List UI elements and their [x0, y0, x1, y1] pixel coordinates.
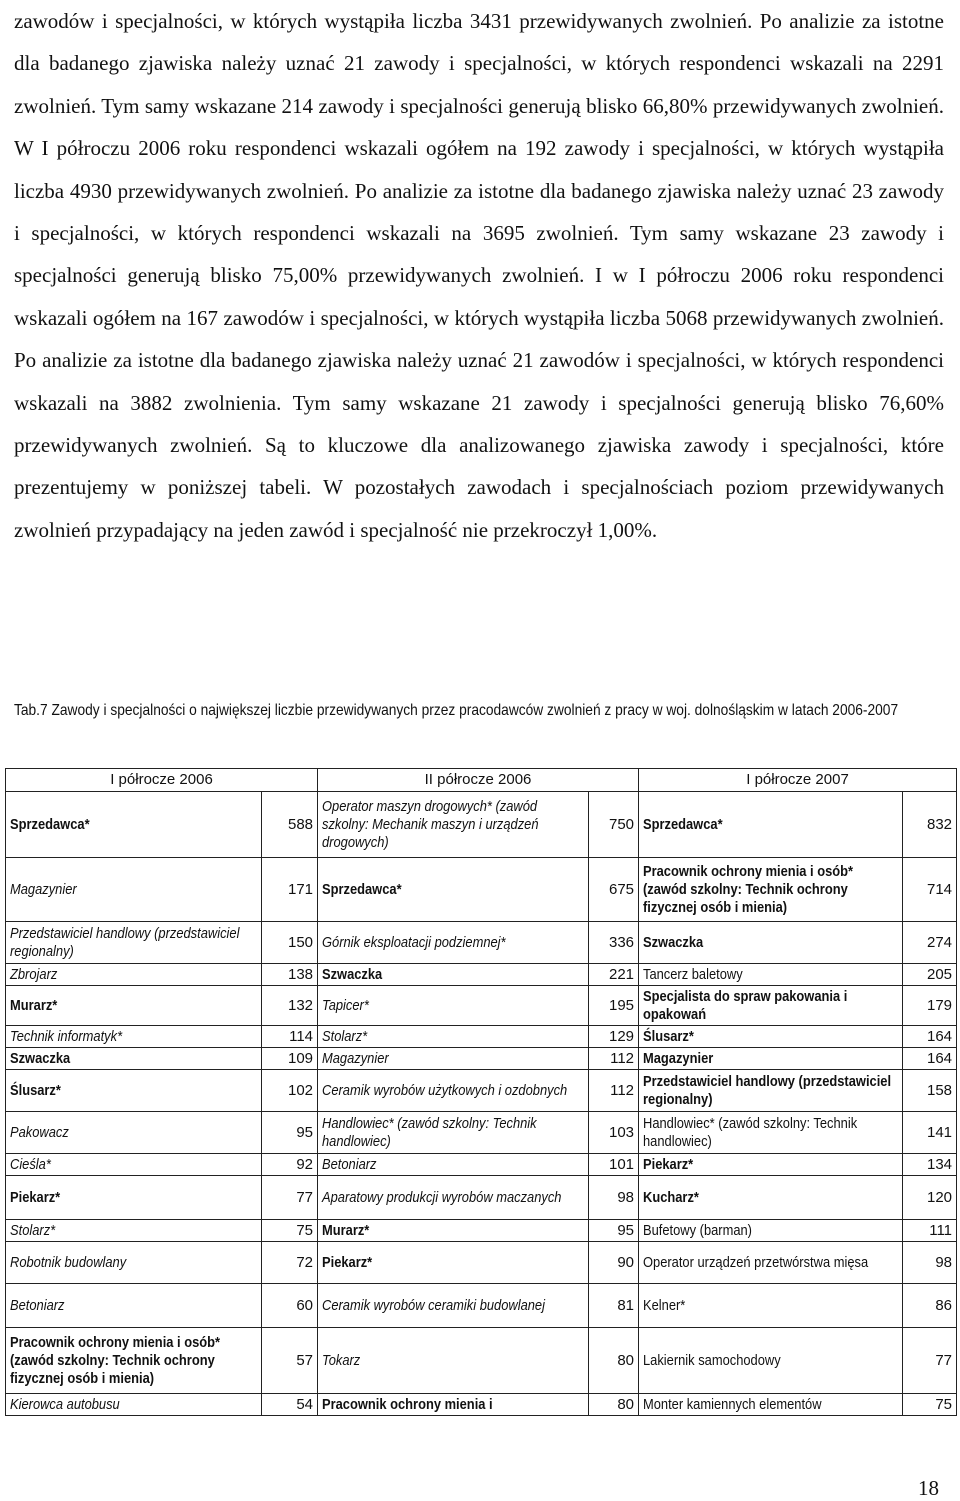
table-row: [6, 922, 957, 964]
occupations-table: [5, 768, 957, 1416]
occupation-name-cell: [318, 1154, 589, 1176]
occupation-name: Handlowiec* (zawód szkolny: Technik handlowiec): [322, 1114, 537, 1150]
layoff-count-cell: 132: [262, 986, 318, 1026]
occupation-name-cell: [6, 1220, 262, 1242]
occupation-name: Szwaczka: [10, 1049, 71, 1067]
table-row: [6, 1242, 957, 1284]
occupation-name-cell: [6, 1242, 262, 1284]
layoff-count-cell: 274: [903, 922, 957, 964]
layoff-count-cell: 101: [589, 1154, 639, 1176]
occupation-name: Ślusarz*: [10, 1081, 61, 1099]
table-row: [6, 1394, 957, 1416]
table-row: [6, 964, 957, 986]
table-row: [6, 1176, 957, 1220]
occupation-name-cell: [6, 792, 262, 858]
occupation-name-cell: [639, 1154, 903, 1176]
body-paragraph: zawodów i specjalności, w których wystąpiła liczba 3431 przewidywanych zwolnień. Po analizie za istotne dla badanego zjawiska należy uznać 21 zawody i specjalności, w których respondenci wskazali na 2291 zwolnień. Tym samy wskazane 214 zawody i specjalności generują blisko 66,80% przewidywanych zwolnień. W I półroczu 2006 roku respondenci wskazali ogółem na 192 zawody i specjalności, w których wystąpiła liczba 4930 przewidywanych zwolnień. Po analizie za istotne dla badanego zjawiska należy uznać 23 zawody i specjalności, w których respondenci wskazali na 3695 zwolnień. Tym samy wskazane 23 zawody i specjalności generują blisko 75,00% przewidywanych zwolnień. I w I półroczu 2006 roku respondenci wskazali ogółem na 167 zawodów i specjalności, w których wystąpiła liczba 5068 przewidywanych zwolnień. Po analizie za istotne dla badanego zjawiska należy uznać 21 zawodów i specjalności, w których respondenci wskazali na 3882 zwolnienia. Tym samy wskazane 21 zawody i specjalności generują blisko 76,60% przewidywanych zwolnień. Są to kluczowe dla analizowanego zjawiska zawody i specjalności, które prezentujemy w poniższej tabeli. W pozostałych zawodach i specjalnościach poziom przewidywanych zwolnień przypadający na jeden zawód i specjalność nie przekroczył 1,00%.: [14, 9, 944, 542]
occupation-name: Monter kamiennych elementów: [643, 1395, 822, 1413]
table-row: [6, 1026, 957, 1048]
layoff-count-cell: 179: [903, 986, 957, 1026]
occupation-name-cell: [318, 1220, 589, 1242]
table-row: [6, 1070, 957, 1112]
occupation-name: Lakiernik samochodowy: [643, 1351, 781, 1369]
occupation-name: Szwaczka: [643, 933, 704, 951]
table-row: [6, 858, 957, 922]
layoff-count-cell: 95: [589, 1220, 639, 1242]
table-row: [6, 1220, 957, 1242]
layoff-count-cell: 60: [262, 1284, 318, 1328]
occupation-name: Operator urządzeń przetwórstwa mięsa: [643, 1253, 869, 1271]
layoff-count-cell: 54: [262, 1394, 318, 1416]
occupation-name: Przedstawiciel handlowy (przedstawiciel regionalny): [10, 924, 240, 960]
occupation-name-cell: [6, 1070, 262, 1112]
layoff-count-cell: 221: [589, 964, 639, 986]
occupation-name: Szwaczka: [322, 965, 383, 983]
occupation-name-cell: [6, 1176, 262, 1220]
occupation-name-cell: [639, 1048, 903, 1070]
occupation-name: Przedstawiciel handlowy (przedstawiciel regionalny): [643, 1072, 892, 1108]
layoff-count-cell: 98: [903, 1242, 957, 1284]
occupation-name: Aparatowy produkcji wyrobów maczanych: [322, 1188, 562, 1206]
layoff-count-cell: 98: [589, 1176, 639, 1220]
occupation-name-cell: [6, 1154, 262, 1176]
table-row: [6, 1284, 957, 1328]
layoff-count-cell: 205: [903, 964, 957, 986]
occupation-name: Ceramik wyrobów użytkowych i ozdobnych: [322, 1081, 568, 1099]
occupation-name-cell: [318, 1242, 589, 1284]
occupation-name-cell: [318, 1048, 589, 1070]
layoff-count-cell: 111: [903, 1220, 957, 1242]
occupation-name: Handlowiec* (zawód szkolny: Technik handlowiec): [643, 1114, 858, 1150]
header-h1-2007: I półrocze 2007: [639, 769, 957, 792]
occupation-name: Bufetowy (barman): [643, 1221, 752, 1239]
occupation-name: Robotnik budowlany: [10, 1253, 127, 1271]
occupation-name: Technik informatyk*: [10, 1027, 123, 1045]
occupation-name: Ceramik wyrobów ceramiki budowlanej: [322, 1296, 545, 1314]
table-row: [6, 986, 957, 1026]
occupation-name: Sprzedawca*: [643, 815, 723, 833]
layoff-count-cell: 158: [903, 1070, 957, 1112]
occupation-name-cell: [318, 1070, 589, 1112]
layoff-count-cell: 80: [589, 1328, 639, 1394]
occupation-name: Sprzedawca*: [10, 815, 90, 833]
occupation-name-cell: [639, 1112, 903, 1154]
occupation-name-cell: [639, 964, 903, 986]
layoff-count-cell: 77: [903, 1328, 957, 1394]
layoff-count-cell: 92: [262, 1154, 318, 1176]
occupation-name: Zbrojarz: [10, 965, 58, 983]
layoff-count-cell: 171: [262, 858, 318, 922]
layoff-count-cell: 112: [589, 1048, 639, 1070]
layoff-count-cell: 81: [589, 1284, 639, 1328]
header-h2-2006: II półrocze 2006: [318, 769, 639, 792]
layoff-count-cell: 120: [903, 1176, 957, 1220]
occupation-name-cell: [318, 1284, 589, 1328]
occupation-name: Magazynier: [322, 1049, 389, 1067]
occupation-name-cell: [639, 792, 903, 858]
layoff-count-cell: 95: [262, 1112, 318, 1154]
occupation-name-cell: [639, 1070, 903, 1112]
occupation-name-cell: [6, 1112, 262, 1154]
occupation-name-cell: [639, 1220, 903, 1242]
occupation-name-cell: [6, 986, 262, 1026]
occupation-name: Piekarz*: [643, 1155, 694, 1173]
occupation-name: Murarz*: [322, 1221, 370, 1239]
occupation-name: Pracownik ochrony mienia i: [322, 1395, 493, 1413]
occupation-name: Ślusarz*: [643, 1027, 694, 1045]
occupation-name-cell: [6, 922, 262, 964]
layoff-count-cell: 77: [262, 1176, 318, 1220]
layoff-count-cell: 90: [589, 1242, 639, 1284]
occupation-name-cell: [639, 922, 903, 964]
occupation-name-cell: [318, 1026, 589, 1048]
occupation-name-cell: [639, 1328, 903, 1394]
occupation-name: Pracownik ochrony mienia i osób* (zawód szkolny: Technik ochrony fizycznej osób i mienia): [643, 862, 854, 916]
layoff-count-cell: 588: [262, 792, 318, 858]
occupation-name-cell: [6, 1394, 262, 1416]
occupation-name: Sprzedawca*: [322, 880, 402, 898]
occupation-name-cell: [318, 964, 589, 986]
occupation-name-cell: [639, 1176, 903, 1220]
occupation-name: Pakowacz: [10, 1123, 69, 1141]
occupation-name-cell: [6, 964, 262, 986]
occupation-name-cell: [318, 1394, 589, 1416]
occupation-name-cell: [318, 858, 589, 922]
layoff-count-cell: 80: [589, 1394, 639, 1416]
table-row: [6, 1154, 957, 1176]
occupation-name-cell: [6, 1328, 262, 1394]
occupation-name-cell: [639, 1026, 903, 1048]
table-header-row: [6, 769, 957, 792]
occupation-name: Stolarz*: [10, 1221, 56, 1239]
table-caption: Tab.7 Zawody i specjalności o największej liczbie przewidywanych przez pracodawców zwolnień z pracy w woj. dolnośląskim w latach 2006-2007: [14, 702, 899, 719]
layoff-count-cell: 129: [589, 1026, 639, 1048]
occupation-name-cell: [639, 1284, 903, 1328]
layoff-count-cell: 164: [903, 1048, 957, 1070]
table-row: [6, 1048, 957, 1070]
occupation-name: Specjalista do spraw pakowania i opakowań: [643, 987, 848, 1023]
layoff-count-cell: 109: [262, 1048, 318, 1070]
occupation-name-cell: [318, 1328, 589, 1394]
layoff-count-cell: 75: [262, 1220, 318, 1242]
layoff-count-cell: 195: [589, 986, 639, 1026]
layoff-count-cell: 138: [262, 964, 318, 986]
header-h1-2006: I półrocze 2006: [6, 769, 318, 792]
layoff-count-cell: 112: [589, 1070, 639, 1112]
layoff-count-cell: 57: [262, 1328, 318, 1394]
occupation-name-cell: [639, 1242, 903, 1284]
occupation-name-cell: [318, 1112, 589, 1154]
occupation-name: Piekarz*: [322, 1253, 373, 1271]
occupation-name-cell: [318, 922, 589, 964]
layoff-count-cell: 714: [903, 858, 957, 922]
layoff-count-cell: 141: [903, 1112, 957, 1154]
layoff-count-cell: 72: [262, 1242, 318, 1284]
occupation-name: Cieśla*: [10, 1155, 51, 1173]
occupation-name: Kierowca autobusu: [10, 1395, 120, 1413]
table-row: [6, 792, 957, 858]
occupation-name-cell: [639, 1394, 903, 1416]
occupation-name: Betoniarz: [322, 1155, 377, 1173]
layoff-count-cell: 103: [589, 1112, 639, 1154]
occupation-name: Kucharz*: [643, 1188, 699, 1206]
occupation-name-cell: [318, 986, 589, 1026]
occupation-name: Tapicer*: [322, 996, 369, 1014]
layoff-count-cell: 102: [262, 1070, 318, 1112]
occupation-name: Magazynier: [643, 1049, 714, 1067]
occupation-name-cell: [639, 986, 903, 1026]
table-row: [6, 1112, 957, 1154]
layoff-count-cell: 336: [589, 922, 639, 964]
occupation-name: Murarz*: [10, 996, 58, 1014]
page-number: 18: [918, 1476, 939, 1500]
occupation-name: Magazynier: [10, 880, 77, 898]
layoff-count-cell: 750: [589, 792, 639, 858]
occupation-name-cell: [318, 792, 589, 858]
table-row: [6, 1328, 957, 1394]
layoff-count-cell: 86: [903, 1284, 957, 1328]
occupation-name: Operator maszyn drogowych* (zawód szkolny: Mechanik maszyn i urządzeń drogowych): [322, 797, 539, 851]
occupation-name-cell: [6, 1026, 262, 1048]
occupation-name-cell: [639, 858, 903, 922]
occupation-name: Tancerz baletowy: [643, 965, 743, 983]
layoff-count-cell: 75: [903, 1394, 957, 1416]
layoff-count-cell: 134: [903, 1154, 957, 1176]
layoff-count-cell: 832: [903, 792, 957, 858]
occupation-name-cell: [6, 1048, 262, 1070]
layoff-count-cell: 150: [262, 922, 318, 964]
occupation-name-cell: [318, 1176, 589, 1220]
occupation-name-cell: [6, 858, 262, 922]
occupation-name: Piekarz*: [10, 1188, 61, 1206]
layoff-count-cell: 164: [903, 1026, 957, 1048]
occupation-name-cell: [6, 1284, 262, 1328]
occupation-name: Górnik eksploatacji podziemnej*: [322, 933, 506, 951]
occupation-name: Betoniarz: [10, 1296, 65, 1314]
layoff-count-cell: 675: [589, 858, 639, 922]
occupation-name: Tokarz: [322, 1351, 361, 1369]
occupation-name: Stolarz*: [322, 1027, 368, 1045]
occupation-name: Kelner*: [643, 1296, 686, 1314]
layoff-count-cell: 114: [262, 1026, 318, 1048]
occupation-name: Pracownik ochrony mienia i osób* (zawód szkolny: Technik ochrony fizycznej osób i mienia): [10, 1333, 221, 1387]
